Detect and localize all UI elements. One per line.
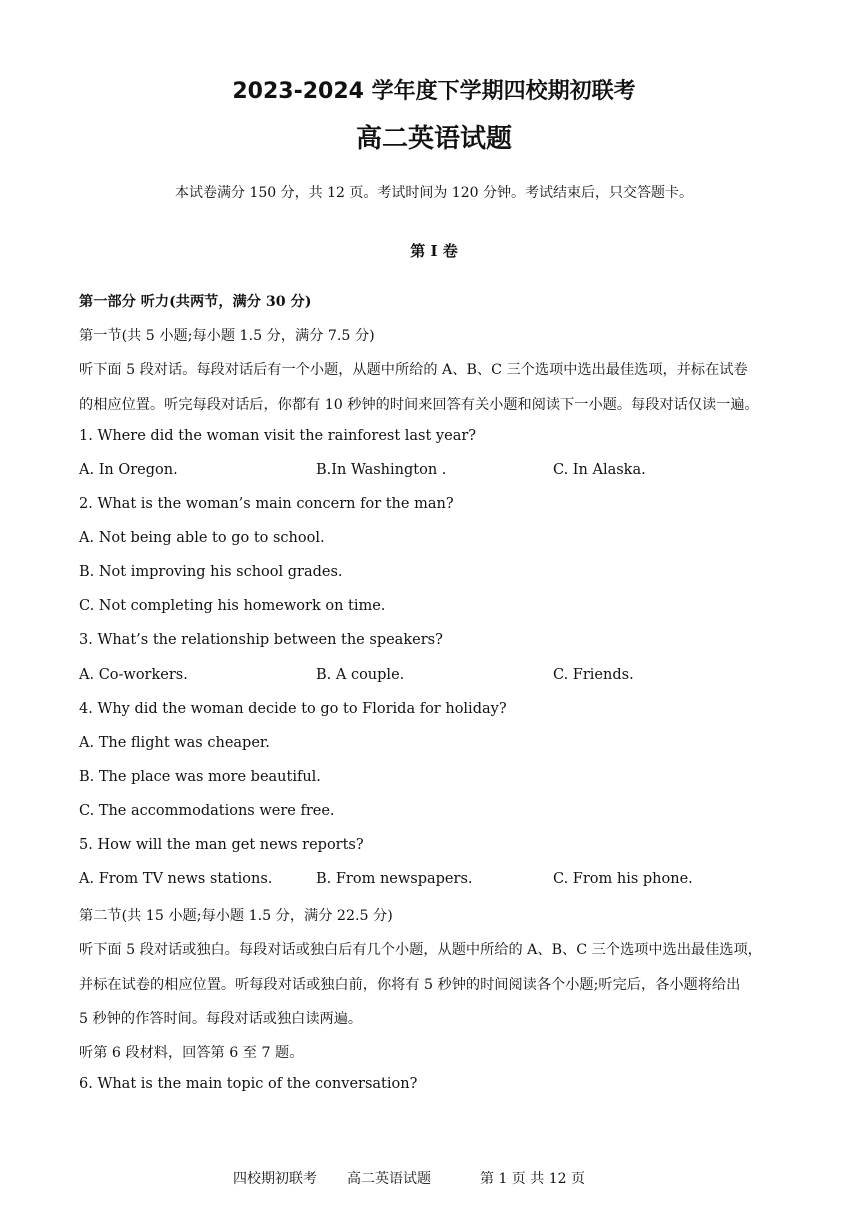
q3-option-c: C. Friends. xyxy=(553,667,634,683)
section2-instructions-line1: 听下面 5 段对话或独白。每段对话或独白后有几个小题，从题中所给的 A、B、C 三个选项中选出最佳选项， xyxy=(79,942,762,958)
section2-instructions-line2: 并标在试卷的相应位置。听每段对话或独白前，你将有 5 秒钟的时间阅读各个小题;听完后，各小题将给出 xyxy=(79,977,741,993)
exam-subject-title: 高二英语试题 xyxy=(355,124,512,154)
q5-option-a: A. From TV news stations. xyxy=(79,871,273,887)
volume-heading: 第 I 卷 xyxy=(410,242,458,260)
section1-instructions-line1: 听下面 5 段对话。每段对话后有一个小题，从题中所给的 A、B、C 三个选项中选出最佳选项，并标在试卷 xyxy=(79,362,748,378)
q5-option-c: C. From his phone. xyxy=(553,871,693,887)
exam-notice: 本试卷满分 150 分，共 12 页。考试时间为 120 分钟。考试结束后，只交答题卡。 xyxy=(175,185,693,201)
section2-instructions-line3: 5 秒钟的作答时间。每段对话或独白读两遍。 xyxy=(79,1011,363,1027)
q3-option-b: B. A couple. xyxy=(316,667,405,683)
q1-option-b: B.In Washington . xyxy=(316,462,447,478)
q4-option-b: B. The place was more beautiful. xyxy=(79,769,321,785)
question-2: 2. What is the woman’s main concern for the man? xyxy=(79,496,454,512)
question-3: 3. What’s the relationship between the speakers? xyxy=(79,632,443,648)
q1-option-c: C. In Alaska. xyxy=(553,462,646,478)
section1-instructions-line2: 的相应位置。听完每段对话后，你都有 10 秒钟的时间来回答有关小题和阅读下一小题。每段对话仅读一遍。 xyxy=(79,397,759,413)
question-4: 4. Why did the woman decide to go to Florida for holiday? xyxy=(79,701,507,717)
q2-option-b: B. Not improving his school grades. xyxy=(79,564,343,580)
part1-heading: 第一部分 听力(共两节，满分 30 分) xyxy=(79,294,312,310)
q2-option-a: A. Not being able to go to school. xyxy=(79,530,325,546)
q1-option-a: A. In Oregon. xyxy=(79,462,178,478)
footer-exam-name: 四校期初联考 xyxy=(233,1171,317,1187)
q4-option-c: C. The accommodations were free. xyxy=(79,803,335,819)
footer-subject: 高二英语试题 xyxy=(347,1171,431,1187)
footer-page-number: 第 1 页 共 12 页 xyxy=(480,1171,585,1187)
q2-option-c: C. Not completing his homework on time. xyxy=(79,598,386,614)
question-1: 1. Where did the woman visit the rainforest last year? xyxy=(79,428,477,444)
question-5: 5. How will the man get news reports? xyxy=(79,837,364,853)
section2-heading: 第二节(共 15 小题;每小题 1.5 分，满分 22.5 分) xyxy=(79,908,393,924)
section1-heading: 第一节(共 5 小题;每小题 1.5 分，满分 7.5 分) xyxy=(79,328,375,344)
q3-option-a: A. Co-workers. xyxy=(79,667,188,683)
q5-option-b: B. From newspapers. xyxy=(316,871,473,887)
q4-option-a: A. The flight was cheaper. xyxy=(79,735,270,751)
question-6: 6. What is the main topic of the conversation? xyxy=(79,1076,418,1092)
material-6-instruction: 听第 6 段材料，回答第 6 至 7 题。 xyxy=(79,1045,304,1061)
exam-title: 2023-2024 学年度下学期四校期初联考 xyxy=(232,79,636,104)
